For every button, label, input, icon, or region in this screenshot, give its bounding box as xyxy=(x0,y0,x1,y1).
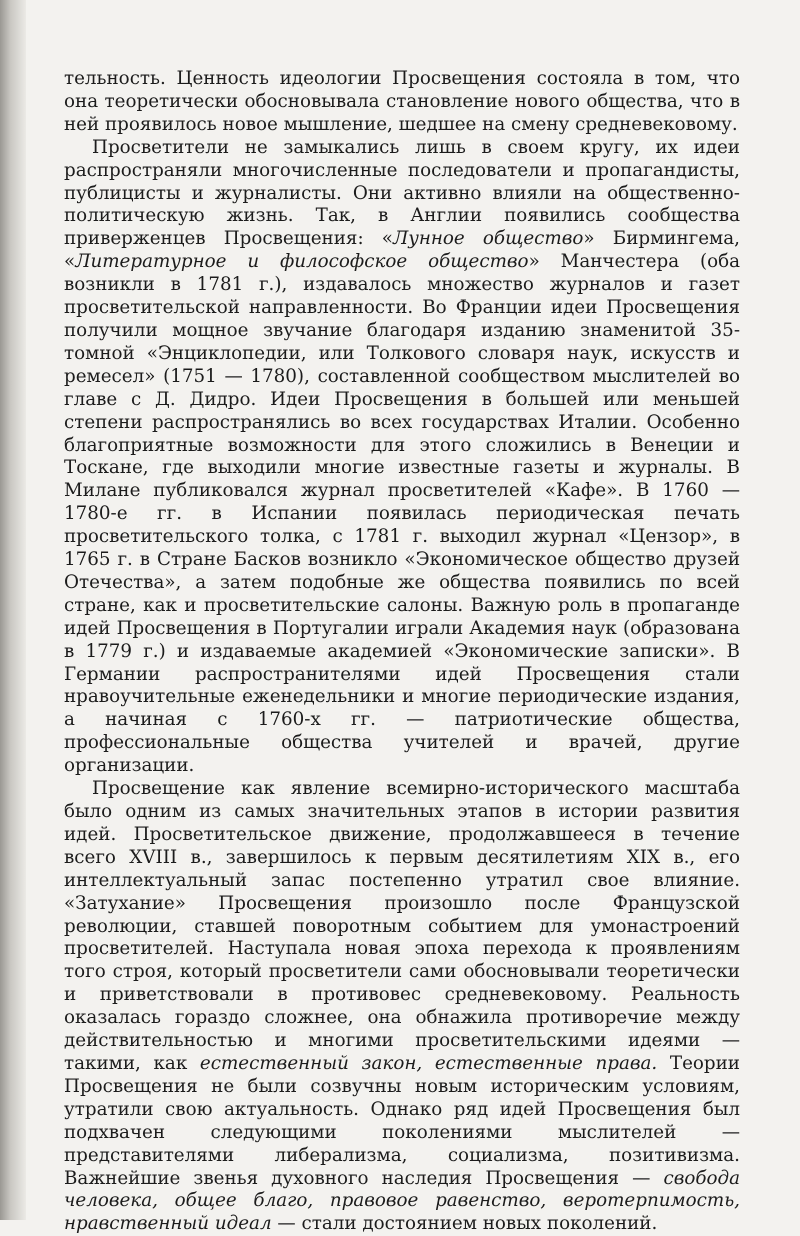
page-body xyxy=(64,68,740,1236)
paragraph-2 xyxy=(64,137,740,778)
text-run: » Бирмингема, « xyxy=(64,228,740,273)
book-spine-shadow xyxy=(0,0,26,1220)
italic-term: Литературное и философское общество xyxy=(75,251,529,273)
text-run: — стали достоянием новых поколений. xyxy=(271,1213,658,1235)
text-run: тельность. Ценность идеологии Просвещения состояла в том, что она теоретически обосновывала становление нового общества, что в ней проявилось новое мышление, шедшее на смену средневековому. xyxy=(64,68,740,135)
paragraph-1 xyxy=(64,68,740,137)
text-run: » Манчестера (оба возникли в 1781 г.), издавалось множество журналов и газет просветительской направленности. Во Франции идеи Просвещения получили мощное звучание благодаря изданию знаменитой 35-томной «Энциклопедии, или Толкового словаря наук, искусств и ремесел» (1751 — 1780), составленной сообществом мыслителей во главе с Д. Дидро. Идеи Просвещения в большей или меньшей степени распространялись во всех государствах Италии. Особенно благоприятные возможности для этого сложились в Венеции и Тоскане, где выходили многие известные газеты и журналы. В Милане публиковался журнал просветителей «Кафе». В 1760 — 1780-е гг. в Испании появилась периодическая печать просветительского толка, с 1781 г. выходил журнал «Цензор», в 1765 г. в Стране Басков возникло «Экономическое общество друзей Отечества», а затем подобные же общества появились по всей стране, как и просветительские салоны. Важную роль в пропаганде идей Просвещения в Португалии играли Академия наук (образована в 1779 г.) и издаваемые академией «Экономические записки». В Германии распространителями идей Просвещения стали нравоучительные еженедельники и многие периодические издания, а начиная с 1760-х гг. — патриотические общества, профессиональные общества учителей и врачей, другие организации. xyxy=(64,251,740,777)
italic-term: естественный закон, естественные права. xyxy=(199,1052,658,1074)
text-run: Просветители не замыкались лишь в своем кругу, их идеи распространяли многочисленные последователи и пропагандисты, публицисты и журналисты. Они активно влияли на общественно-политическую жизнь. Так, в Англии появились сообщества приверженцев Просвещения: « xyxy=(64,136,740,250)
text-run: Теории Просвещения не были созвучны новым историческим условиям, утратили свою актуальность. Однако ряд идей Просвещения был подхвачен следующими поколениями мыслителей — представителями либерализма, социализма, позитивизма. Важнейшие звенья духовного наследия Просвещения — xyxy=(64,1052,740,1189)
italic-term: Лунное общество xyxy=(392,228,584,250)
italic-term: свобода человека, общее благо, правовое равенство, веротерпимость, нравственный идеал xyxy=(64,1167,740,1235)
text-run: Просвещение как явление всемирно-исторического масштаба было одним из самых значительных этапов в истории развития идей. Просветительское движение, продолжавшееся в течение всего XVIII в., завершилось к первым десятилетиям XIX в., его интеллектуальный запас постепенно утратил свое влияние. «Затухание» Просвещения произошло после Французской революции, ставшей поворотным событием для умонастроений просветителей. Наступала новая эпоха перехода к проявлениям того строя, который просветители сами обосновывали теоретически и приветствовали в противовес средневековому. Реальность оказалась гораздо сложнее, она обнажила противоречие между действительностью и многими просветительскими идеями — такими, как xyxy=(64,778,740,1074)
paragraph-3 xyxy=(64,778,740,1236)
